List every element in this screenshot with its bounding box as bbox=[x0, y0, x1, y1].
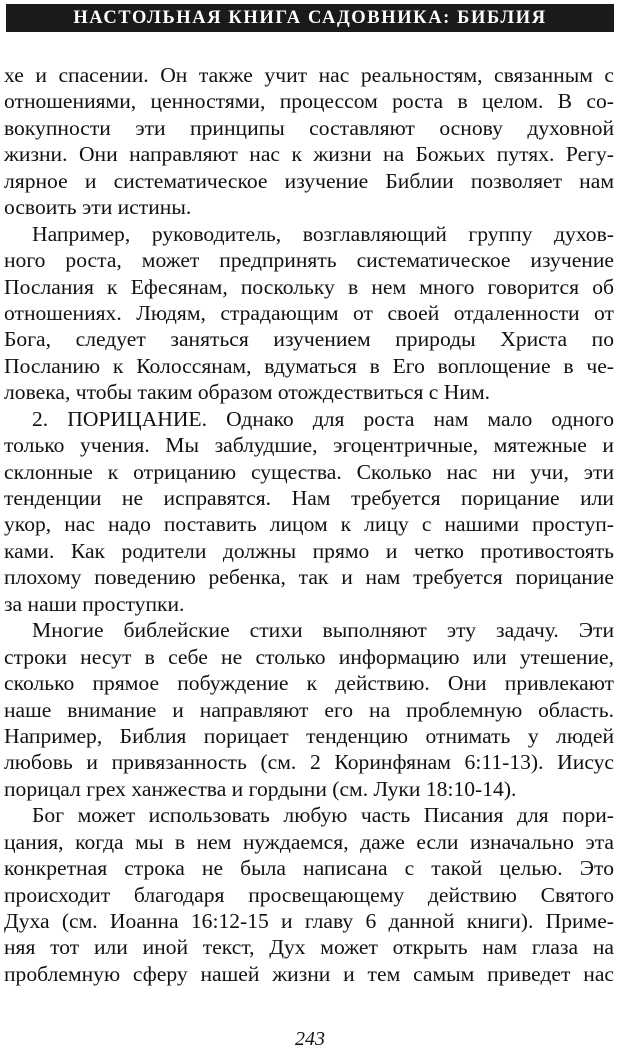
body-line: ками. Как родители должны прямо и четко противостоять bbox=[4, 538, 614, 563]
body-line: хе и спасении. Он также учит нас реальностям, связанным с bbox=[4, 63, 614, 87]
page-number: 243 bbox=[295, 1028, 325, 1050]
body-line: сколько прямое побуждение к действию. Они привлекают bbox=[4, 671, 614, 696]
body-line: отношениями, ценностями, процессом роста в целом. В со- bbox=[4, 89, 614, 114]
body-line: проблемную сферу нашей жизни и тем самым приведет нас bbox=[4, 961, 614, 986]
body-line: отношениях. Людям, страдающим от своей отдаленности от bbox=[4, 300, 614, 325]
body-line: за наши проступки. bbox=[4, 591, 185, 616]
body-line: любовь и привязанность (см. 2 Коринфянам 6:11-13). Иисус bbox=[4, 750, 614, 775]
body-line: Бога, следует заняться изучением природы Христа по bbox=[4, 327, 614, 352]
body-line: освоить эти истины. bbox=[4, 195, 192, 220]
body-line: лярное и систематическое изучение Библии позволяет нам bbox=[4, 168, 614, 193]
body-line: 2. ПОРИЦАНИЕ. Однако для роста нам мало одного bbox=[32, 406, 614, 431]
body-line: Например, Библия порицает тенденцию отнимать у людей bbox=[4, 723, 614, 748]
body-line: ного роста, может предпринять систематическое изучение bbox=[4, 248, 614, 273]
running-header bbox=[6, 4, 614, 32]
body-line: няя тот или иной текст, Дух может открыть нам глаза на bbox=[4, 935, 614, 960]
body-line: Многие библейские стихи выполняют эту задачу. Эти bbox=[32, 618, 614, 643]
body-line: тенденции не исправятся. Нам требуется порицание или bbox=[4, 486, 614, 510]
body-line: Духа (см. Иоанна 16:12-15 и главу 6 данной книги). Приме- bbox=[4, 909, 614, 933]
body-line: склонные к отрицанию существа. Сколько нас ни учи, эти bbox=[4, 459, 614, 484]
body-line: цания, когда мы в нем нуждаемся, даже если изначально эта bbox=[4, 829, 614, 854]
body-line: ловека, чтобы таким образом отождествиться с Ним. bbox=[4, 380, 491, 405]
body-line: Посланию к Колоссянам, вдуматься в Его воплощение в че- bbox=[4, 353, 614, 378]
body-line: укор, нас надо поставить лицом к лицу с нашими проступ- bbox=[4, 512, 614, 537]
body-line: плохому поведению ребенка, так и нам требуется порицание bbox=[4, 565, 614, 590]
body-line: жизни. Они направляют нас к жизни на Божьих путях. Регу- bbox=[4, 142, 614, 167]
body-line: Послания к Ефесянам, поскольку в нем много говорится об bbox=[4, 274, 614, 299]
body-line: Бог может использовать любую часть Писания для пори- bbox=[32, 803, 614, 828]
body-line: только учения. Мы заблудшие, эгоцентричные, мятежные и bbox=[4, 433, 614, 458]
body-line: строки несут в себе не столько информацию или утешение, bbox=[4, 644, 614, 669]
body-line: наше внимание и направляют его на проблемную область. bbox=[4, 697, 614, 722]
body-line: вокупности эти принципы составляют основу духовной bbox=[4, 115, 614, 140]
body-line: конкретная строка не была написана с такой целью. Это bbox=[4, 856, 614, 881]
page-body bbox=[4, 62, 614, 987]
body-line: происходит благодаря просвещающему действию Святого bbox=[4, 882, 614, 907]
body-line: порицал грех ханжества и гордыни (см. Луки 18:10-14). bbox=[4, 776, 517, 801]
running-header-title: НАСТОЛЬНАЯ КНИГА САДОВНИКА: БИБЛИЯ bbox=[73, 7, 547, 28]
body-line: Например, руководитель, возглавляющий группу духов- bbox=[32, 221, 614, 246]
